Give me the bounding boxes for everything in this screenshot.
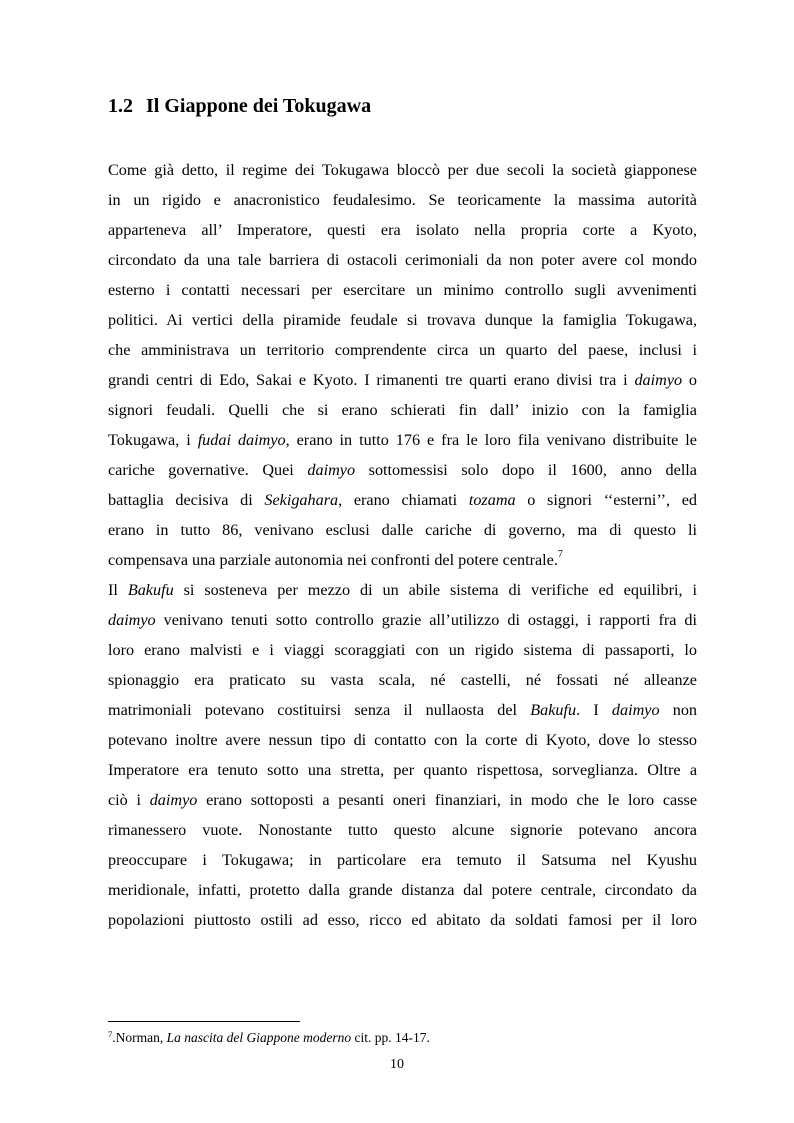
footnote-book-title: La nascita del Giappone moderno	[166, 1030, 352, 1045]
text-line	[108, 395, 697, 425]
italic-term: fudai daimyo	[197, 431, 286, 449]
page-number: 10	[390, 1057, 404, 1072]
italic-term: daimyo	[611, 701, 660, 719]
text-line	[108, 155, 697, 185]
text-line	[108, 305, 697, 335]
text-line	[108, 275, 697, 305]
text-line	[108, 425, 697, 455]
text-line	[108, 725, 697, 755]
italic-term: daimyo	[634, 371, 683, 389]
text-segment: in un rigido e anacronistico feudalesimo. Se teoricamente la massima autorità	[108, 191, 697, 209]
text-line	[108, 845, 697, 875]
section-title: Il Giappone dei Tokugawa	[146, 95, 372, 117]
text-line	[108, 245, 697, 275]
text-segment: erano in tutto 86, venivano esclusi dalle cariche di governo, ma di questo li	[108, 521, 697, 539]
text-segment: che amministrava un territorio comprendente circa un quarto del paese, inclusi i	[108, 341, 697, 359]
footnote-divider	[108, 1021, 300, 1022]
text-segment: meridionale, infatti, protetto dalla grande distanza dal potere centrale, circondato da	[108, 881, 697, 899]
text-segment: o	[682, 371, 697, 389]
text-line	[108, 875, 697, 905]
text-line	[108, 515, 697, 545]
text-segment: o signori ‘‘esterni’’, ed	[515, 491, 697, 509]
footnote-marker: 7	[108, 1029, 113, 1039]
text-line	[108, 185, 697, 215]
body-text	[108, 155, 697, 935]
text-segment: non	[659, 701, 698, 719]
text-line	[108, 605, 697, 635]
text-line	[108, 215, 697, 245]
text-line	[108, 755, 697, 785]
text-line	[108, 485, 697, 515]
text-line	[108, 905, 697, 935]
section-heading	[108, 95, 371, 118]
footnote-reference: 7	[557, 549, 563, 560]
text-segment: matrimoniali potevano costituirsi senza il nullaosta del	[108, 701, 531, 719]
text-line	[108, 335, 697, 365]
text-segment: si sosteneva per mezzo di un abile sistema di verifiche ed equilibri, i	[173, 581, 697, 599]
text-line	[108, 455, 697, 485]
text-segment: erano sottoposti a pesanti oneri finanziari, in modo che le loro casse	[197, 791, 697, 809]
text-segment: , erano chiamati	[338, 491, 469, 509]
text-segment: potevano inoltre avere nessun tipo di contatto con la corte di Kyoto, dove lo stesso	[108, 731, 697, 749]
text-segment: compensava una parziale autonomia nei confronti del potere centrale.	[108, 551, 558, 569]
italic-term: Sekigahara	[264, 491, 339, 509]
footnote	[108, 1030, 430, 1046]
text-segment: rimanessero vuote. Nonostante tutto questo alcune signorie potevano ancora	[108, 821, 697, 839]
text-segment: preoccupare i Tokugawa; in particolare era temuto il Satsuma nel Kyushu	[108, 851, 697, 869]
text-segment: , erano in tutto 176 e fra le loro fila venivano distribuite le	[285, 431, 697, 449]
text-segment: . I	[576, 701, 612, 719]
text-segment: grandi centri di Edo, Sakai e Kyoto. I rimanenti tre quarti erano divisi tra i	[108, 371, 635, 389]
text-line	[108, 575, 697, 605]
text-segment: Il	[108, 581, 128, 599]
text-segment: popolazioni piuttosto ostili ad esso, ricco ed abitato da soldati famosi per il loro	[108, 911, 697, 929]
text-line	[108, 695, 697, 725]
text-line	[108, 545, 697, 575]
italic-term: daimyo	[307, 461, 356, 479]
text-segment: Imperatore era tenuto sotto una stretta, per quanto rispettosa, sorveglianza. Oltre a	[108, 761, 697, 779]
section-number: 1.2	[108, 95, 133, 117]
text-line	[108, 815, 697, 845]
italic-term: daimyo	[149, 791, 198, 809]
text-segment: sottomessisi solo dopo il 1600, anno della	[355, 461, 697, 479]
italic-term: tozama	[468, 491, 516, 509]
text-segment: battaglia decisiva di	[108, 491, 265, 509]
text-segment: ciò i	[108, 791, 150, 809]
italic-term: Bakufu	[530, 701, 577, 719]
text-segment: esterno i contatti necessari per esercitare un minimo controllo sugli avvenimenti	[108, 281, 697, 299]
text-segment: Tokugawa, i	[108, 431, 198, 449]
italic-term: Bakufu	[127, 581, 174, 599]
text-segment: apparteneva all’ Imperatore, questi era isolato nella propria corte a Kyoto,	[108, 221, 697, 239]
text-segment: politici. Ai vertici della piramide feudale si trovava dunque la famiglia Tokugawa,	[108, 311, 697, 329]
text-segment: signori feudali. Quelli che si erano schierati fin dall’ inizio con la famiglia	[108, 401, 697, 419]
footnote-text-after: cit. pp. 14-17.	[351, 1030, 430, 1045]
footnote-text-before: .Norman,	[112, 1030, 167, 1045]
text-line	[108, 365, 697, 395]
text-segment: Come già detto, il regime dei Tokugawa bloccò per due secoli la società giapponese	[108, 161, 697, 179]
text-segment: cariche governative. Quei	[108, 461, 308, 479]
text-line	[108, 665, 697, 695]
text-segment: venivano tenuti sotto controllo grazie all’utilizzo di ostaggi, i rapporti fra di	[155, 611, 697, 629]
text-segment: loro erano malvisti e i viaggi scoraggiati con un rigido sistema di passaporti, lo	[108, 641, 697, 659]
text-segment: spionaggio era praticato su vasta scala, né castelli, né fossati né alleanze	[108, 671, 697, 689]
text-segment: circondato da una tale barriera di ostacoli cerimoniali da non poter avere col mondo	[108, 251, 697, 269]
text-line	[108, 635, 697, 665]
text-line	[108, 785, 697, 815]
italic-term: daimyo	[108, 611, 156, 629]
